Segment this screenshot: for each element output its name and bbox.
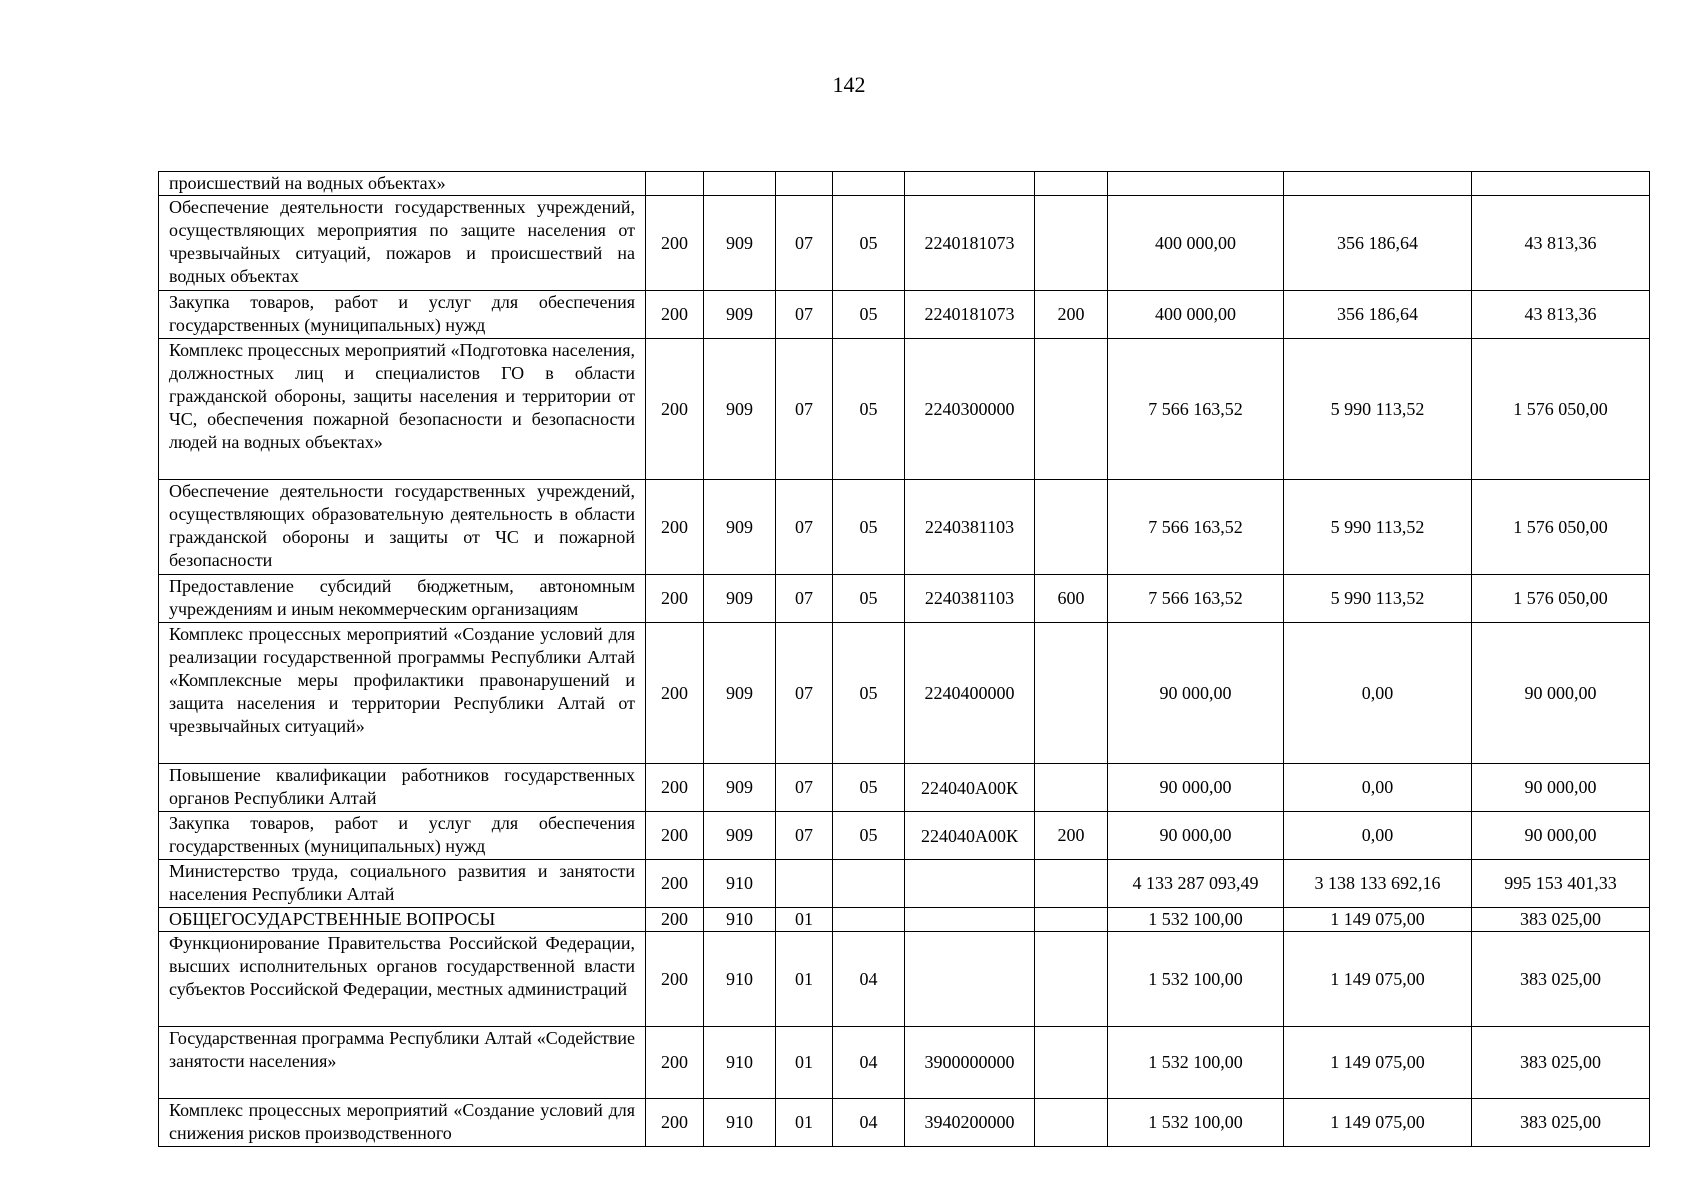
cell-amount: 1 576 050,00: [1472, 339, 1650, 480]
cell-code: 909: [704, 196, 776, 291]
cell-amount: 7 566 163,52: [1108, 339, 1284, 480]
cell-code: 05: [833, 812, 905, 860]
cell-amount: 43 813,36: [1472, 291, 1650, 339]
cell-code: [833, 908, 905, 932]
cell-code: 07: [776, 196, 833, 291]
cell-code: 224040А00К: [905, 764, 1035, 812]
cell-code: 200: [1035, 291, 1108, 339]
cell-amount: 356 186,64: [1284, 291, 1472, 339]
cell-code: 07: [776, 339, 833, 480]
cell-code: 200: [646, 932, 704, 1027]
table-row: [159, 1027, 1650, 1099]
cell-code: [1035, 196, 1108, 291]
cell-code: 01: [776, 932, 833, 1027]
cell-code: [1035, 860, 1108, 908]
cell-code: 07: [776, 623, 833, 764]
cell-amount: 7 566 163,52: [1108, 480, 1284, 575]
table-row: [159, 575, 1650, 623]
row-name: происшествий на водных объектах»: [159, 172, 646, 196]
cell-code: 07: [776, 764, 833, 812]
cell-code: [646, 172, 704, 196]
table-row: [159, 764, 1650, 812]
cell-code: 909: [704, 764, 776, 812]
table-row: [159, 812, 1650, 860]
cell-code: 01: [776, 1099, 833, 1147]
cell-code: 200: [646, 812, 704, 860]
cell-code: 04: [833, 932, 905, 1027]
cell-code: 200: [646, 908, 704, 932]
cell-code: 07: [776, 575, 833, 623]
cell-code: [1035, 339, 1108, 480]
cell-code: 3900000000: [905, 1027, 1035, 1099]
cell-code: [1035, 172, 1108, 196]
cell-amount: 383 025,00: [1472, 908, 1650, 932]
cell-amount: 1 149 075,00: [1284, 932, 1472, 1027]
cell-code: 909: [704, 812, 776, 860]
cell-code: 910: [704, 1027, 776, 1099]
cell-code: 910: [704, 932, 776, 1027]
cell-code: 2240400000: [905, 623, 1035, 764]
cell-code: 05: [833, 575, 905, 623]
cell-amount: 383 025,00: [1472, 932, 1650, 1027]
cell-amount: 90 000,00: [1472, 812, 1650, 860]
cell-code: 2240300000: [905, 339, 1035, 480]
cell-code: 909: [704, 623, 776, 764]
cell-code: 200: [646, 1099, 704, 1147]
table-row: [159, 291, 1650, 339]
row-name: Обеспечение деятельности государственных учреждений, осуществляющих мероприятия по защите населения от чрезвычайных ситуаций, пожаров и происшествий на водных объектах: [159, 196, 646, 291]
cell-amount: 383 025,00: [1472, 1027, 1650, 1099]
row-name: Комплекс процессных мероприятий «Создание условий для реализации государственной программы Республики Алтай «Комплексные меры профилактики правонарушений и защита населения и территории Республики Алтай от чрезвычайных ситуаций»: [159, 623, 646, 764]
cell-code: 01: [776, 1027, 833, 1099]
cell-code: 04: [833, 1099, 905, 1147]
cell-code: [1035, 932, 1108, 1027]
cell-code: 200: [646, 623, 704, 764]
cell-code: [905, 860, 1035, 908]
cell-code: 200: [1035, 812, 1108, 860]
cell-code: [776, 172, 833, 196]
cell-amount: 1 532 100,00: [1108, 1027, 1284, 1099]
cell-code: 910: [704, 908, 776, 932]
table-row: [159, 860, 1650, 908]
table-row: [159, 339, 1650, 480]
cell-amount: 5 990 113,52: [1284, 339, 1472, 480]
cell-code: [1035, 623, 1108, 764]
cell-amount: 90 000,00: [1472, 623, 1650, 764]
cell-code: 200: [646, 291, 704, 339]
cell-code: 2240181073: [905, 291, 1035, 339]
cell-code: 2240381103: [905, 575, 1035, 623]
cell-code: 04: [833, 1027, 905, 1099]
cell-amount: 1 532 100,00: [1108, 908, 1284, 932]
cell-amount: 1 576 050,00: [1472, 480, 1650, 575]
cell-code: [1035, 1027, 1108, 1099]
cell-amount: 90 000,00: [1108, 764, 1284, 812]
cell-code: 200: [646, 1027, 704, 1099]
table-row: [159, 908, 1650, 932]
cell-amount: 1 532 100,00: [1108, 1099, 1284, 1147]
cell-amount: 1 149 075,00: [1284, 1099, 1472, 1147]
cell-amount: 1 576 050,00: [1472, 575, 1650, 623]
cell-amount: 0,00: [1284, 764, 1472, 812]
row-name: ОБЩЕГОСУДАРСТВЕННЫЕ ВОПРОСЫ: [159, 908, 646, 932]
cell-code: 909: [704, 575, 776, 623]
cell-code: 01: [776, 908, 833, 932]
cell-amount: 3 138 133 692,16: [1284, 860, 1472, 908]
cell-code: 200: [646, 339, 704, 480]
table-row: [159, 480, 1650, 575]
cell-code: 200: [646, 480, 704, 575]
row-name: Государственная программа Республики Алтай «Содействие занятости населения»: [159, 1027, 646, 1099]
row-name: Министерство труда, социального развития и занятости населения Республики Алтай: [159, 860, 646, 908]
cell-code: [776, 860, 833, 908]
cell-code: 05: [833, 480, 905, 575]
cell-code: 05: [833, 764, 905, 812]
cell-code: 200: [646, 860, 704, 908]
row-name: Обеспечение деятельности государственных учреждений, осуществляющих образовательную деятельность в области гражданской обороны и защиты от ЧС и пожарной безопасности: [159, 480, 646, 575]
cell-amount: 400 000,00: [1108, 291, 1284, 339]
table-row: [159, 1099, 1650, 1147]
cell-code: 05: [833, 291, 905, 339]
cell-code: [1035, 1099, 1108, 1147]
cell-code: 05: [833, 196, 905, 291]
row-name: Закупка товаров, работ и услуг для обеспечения государственных (муниципальных) нужд: [159, 291, 646, 339]
row-name: Предоставление субсидий бюджетным, автономным учреждениям и иным некоммерческим организациям: [159, 575, 646, 623]
cell-code: [1035, 908, 1108, 932]
cell-code: [1035, 764, 1108, 812]
cell-amount: 383 025,00: [1472, 1099, 1650, 1147]
table-row: [159, 932, 1650, 1027]
cell-amount: 0,00: [1284, 623, 1472, 764]
row-name: Комплекс процессных мероприятий «Подготовка населения, должностных лиц и специалистов ГО в области гражданской обороны, защиты населения и территории от ЧС, обеспечения пожарной безопасности и безопасности людей на водных объектах»: [159, 339, 646, 480]
cell-amount: 1 149 075,00: [1284, 908, 1472, 932]
cell-amount: [1284, 172, 1472, 196]
cell-amount: 5 990 113,52: [1284, 575, 1472, 623]
cell-amount: 4 133 287 093,49: [1108, 860, 1284, 908]
cell-code: 07: [776, 291, 833, 339]
cell-code: 200: [646, 196, 704, 291]
cell-code: 600: [1035, 575, 1108, 623]
cell-code: 224040А00К: [905, 812, 1035, 860]
cell-code: 909: [704, 480, 776, 575]
cell-amount: 7 566 163,52: [1108, 575, 1284, 623]
cell-code: [905, 932, 1035, 1027]
cell-code: 909: [704, 291, 776, 339]
cell-amount: 1 532 100,00: [1108, 932, 1284, 1027]
cell-code: 05: [833, 623, 905, 764]
cell-amount: [1472, 172, 1650, 196]
row-name: Закупка товаров, работ и услуг для обеспечения государственных (муниципальных) нужд: [159, 812, 646, 860]
cell-amount: 5 990 113,52: [1284, 480, 1472, 575]
cell-code: [833, 860, 905, 908]
cell-code: 909: [704, 339, 776, 480]
cell-code: [704, 172, 776, 196]
cell-amount: 995 153 401,33: [1472, 860, 1650, 908]
cell-code: 200: [646, 575, 704, 623]
cell-amount: 400 000,00: [1108, 196, 1284, 291]
table-row: [159, 196, 1650, 291]
cell-code: 07: [776, 480, 833, 575]
cell-amount: 1 149 075,00: [1284, 1027, 1472, 1099]
cell-code: 2240181073: [905, 196, 1035, 291]
cell-code: [1035, 480, 1108, 575]
cell-code: [833, 172, 905, 196]
cell-code: [905, 172, 1035, 196]
cell-code: 2240381103: [905, 480, 1035, 575]
row-name: Функционирование Правительства Российской Федерации, высших исполнительных органов государственной власти субъектов Российской Федерации, местных администраций: [159, 932, 646, 1027]
row-name: Повышение квалификации работников государственных органов Республики Алтай: [159, 764, 646, 812]
budget-table: [158, 171, 1650, 1147]
cell-amount: 356 186,64: [1284, 196, 1472, 291]
cell-code: 200: [646, 764, 704, 812]
cell-code: 910: [704, 860, 776, 908]
cell-code: 910: [704, 1099, 776, 1147]
cell-code: 3940200000: [905, 1099, 1035, 1147]
table-row: [159, 623, 1650, 764]
cell-amount: 0,00: [1284, 812, 1472, 860]
cell-amount: [1108, 172, 1284, 196]
cell-amount: 90 000,00: [1108, 812, 1284, 860]
cell-amount: 43 813,36: [1472, 196, 1650, 291]
cell-code: 05: [833, 339, 905, 480]
cell-amount: 90 000,00: [1472, 764, 1650, 812]
cell-code: 07: [776, 812, 833, 860]
table-row: [159, 172, 1650, 196]
cell-code: [905, 908, 1035, 932]
row-name: Комплекс процессных мероприятий «Создание условий для снижения рисков производственного: [159, 1099, 646, 1147]
page-number: 142: [832, 72, 866, 97]
cell-amount: 90 000,00: [1108, 623, 1284, 764]
